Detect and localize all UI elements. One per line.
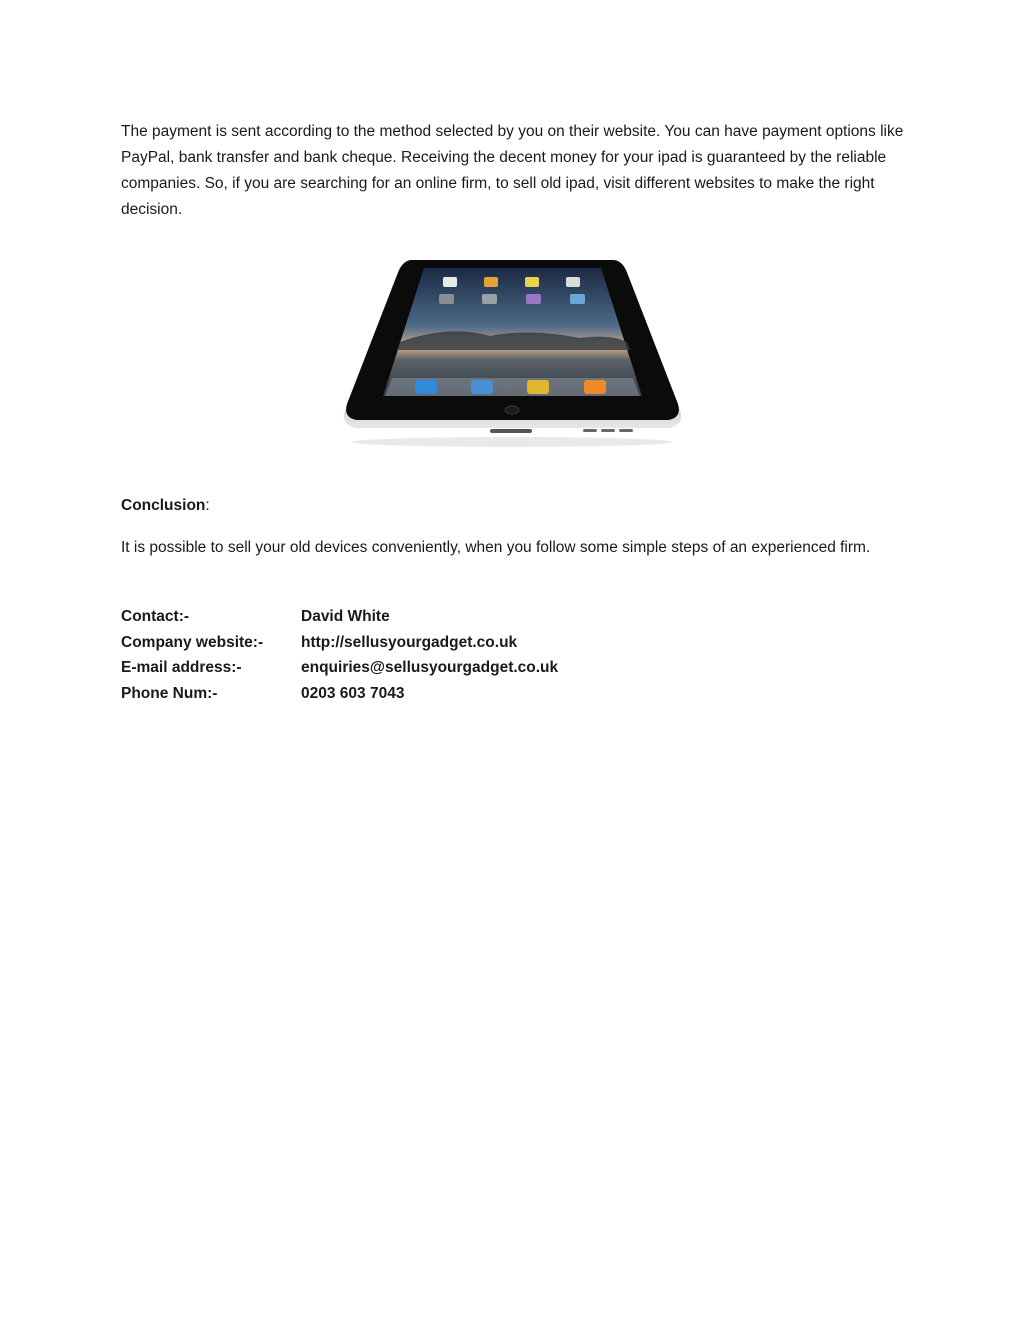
- phone-row: [121, 681, 558, 707]
- contact-label: Contact:-: [121, 608, 190, 625]
- conclusion-heading: [121, 493, 911, 519]
- email-label: E-mail address:-: [121, 659, 242, 677]
- website-label: Company website:-: [121, 633, 264, 651]
- contact-value: David White: [301, 608, 390, 625]
- conclusion-heading-text: Conclusion: [121, 497, 206, 514]
- email-value: enquiries@sellusyourgadget.co.uk: [301, 659, 559, 677]
- website-row: [121, 630, 558, 656]
- phone-value: 0203 603 7043: [301, 685, 405, 703]
- body-paragraph-payment: The payment is sent according to the method selected by you on their website. You can have payment options like PayPal, bank transfer and bank cheque. Receiving the decent money for your ipad is guaranteed by the reliable companies. So, if you are searching for an online firm, to sell old ipad, visit different websites to make the right decision.: [121, 123, 904, 218]
- ipad-icon: [340, 258, 685, 450]
- contact-table: [121, 604, 558, 707]
- contact-row: [121, 604, 558, 630]
- website-value: http://sellusyourgadget.co.uk: [301, 633, 518, 651]
- email-row: [121, 655, 558, 681]
- conclusion-colon: :: [205, 497, 210, 514]
- conclusion-paragraph: It is possible to sell your old devices conveniently, when you follow some simple steps of an experienced firm.: [121, 539, 871, 556]
- phone-label: Phone Num:-: [121, 685, 218, 703]
- ipad-image: [340, 258, 685, 450]
